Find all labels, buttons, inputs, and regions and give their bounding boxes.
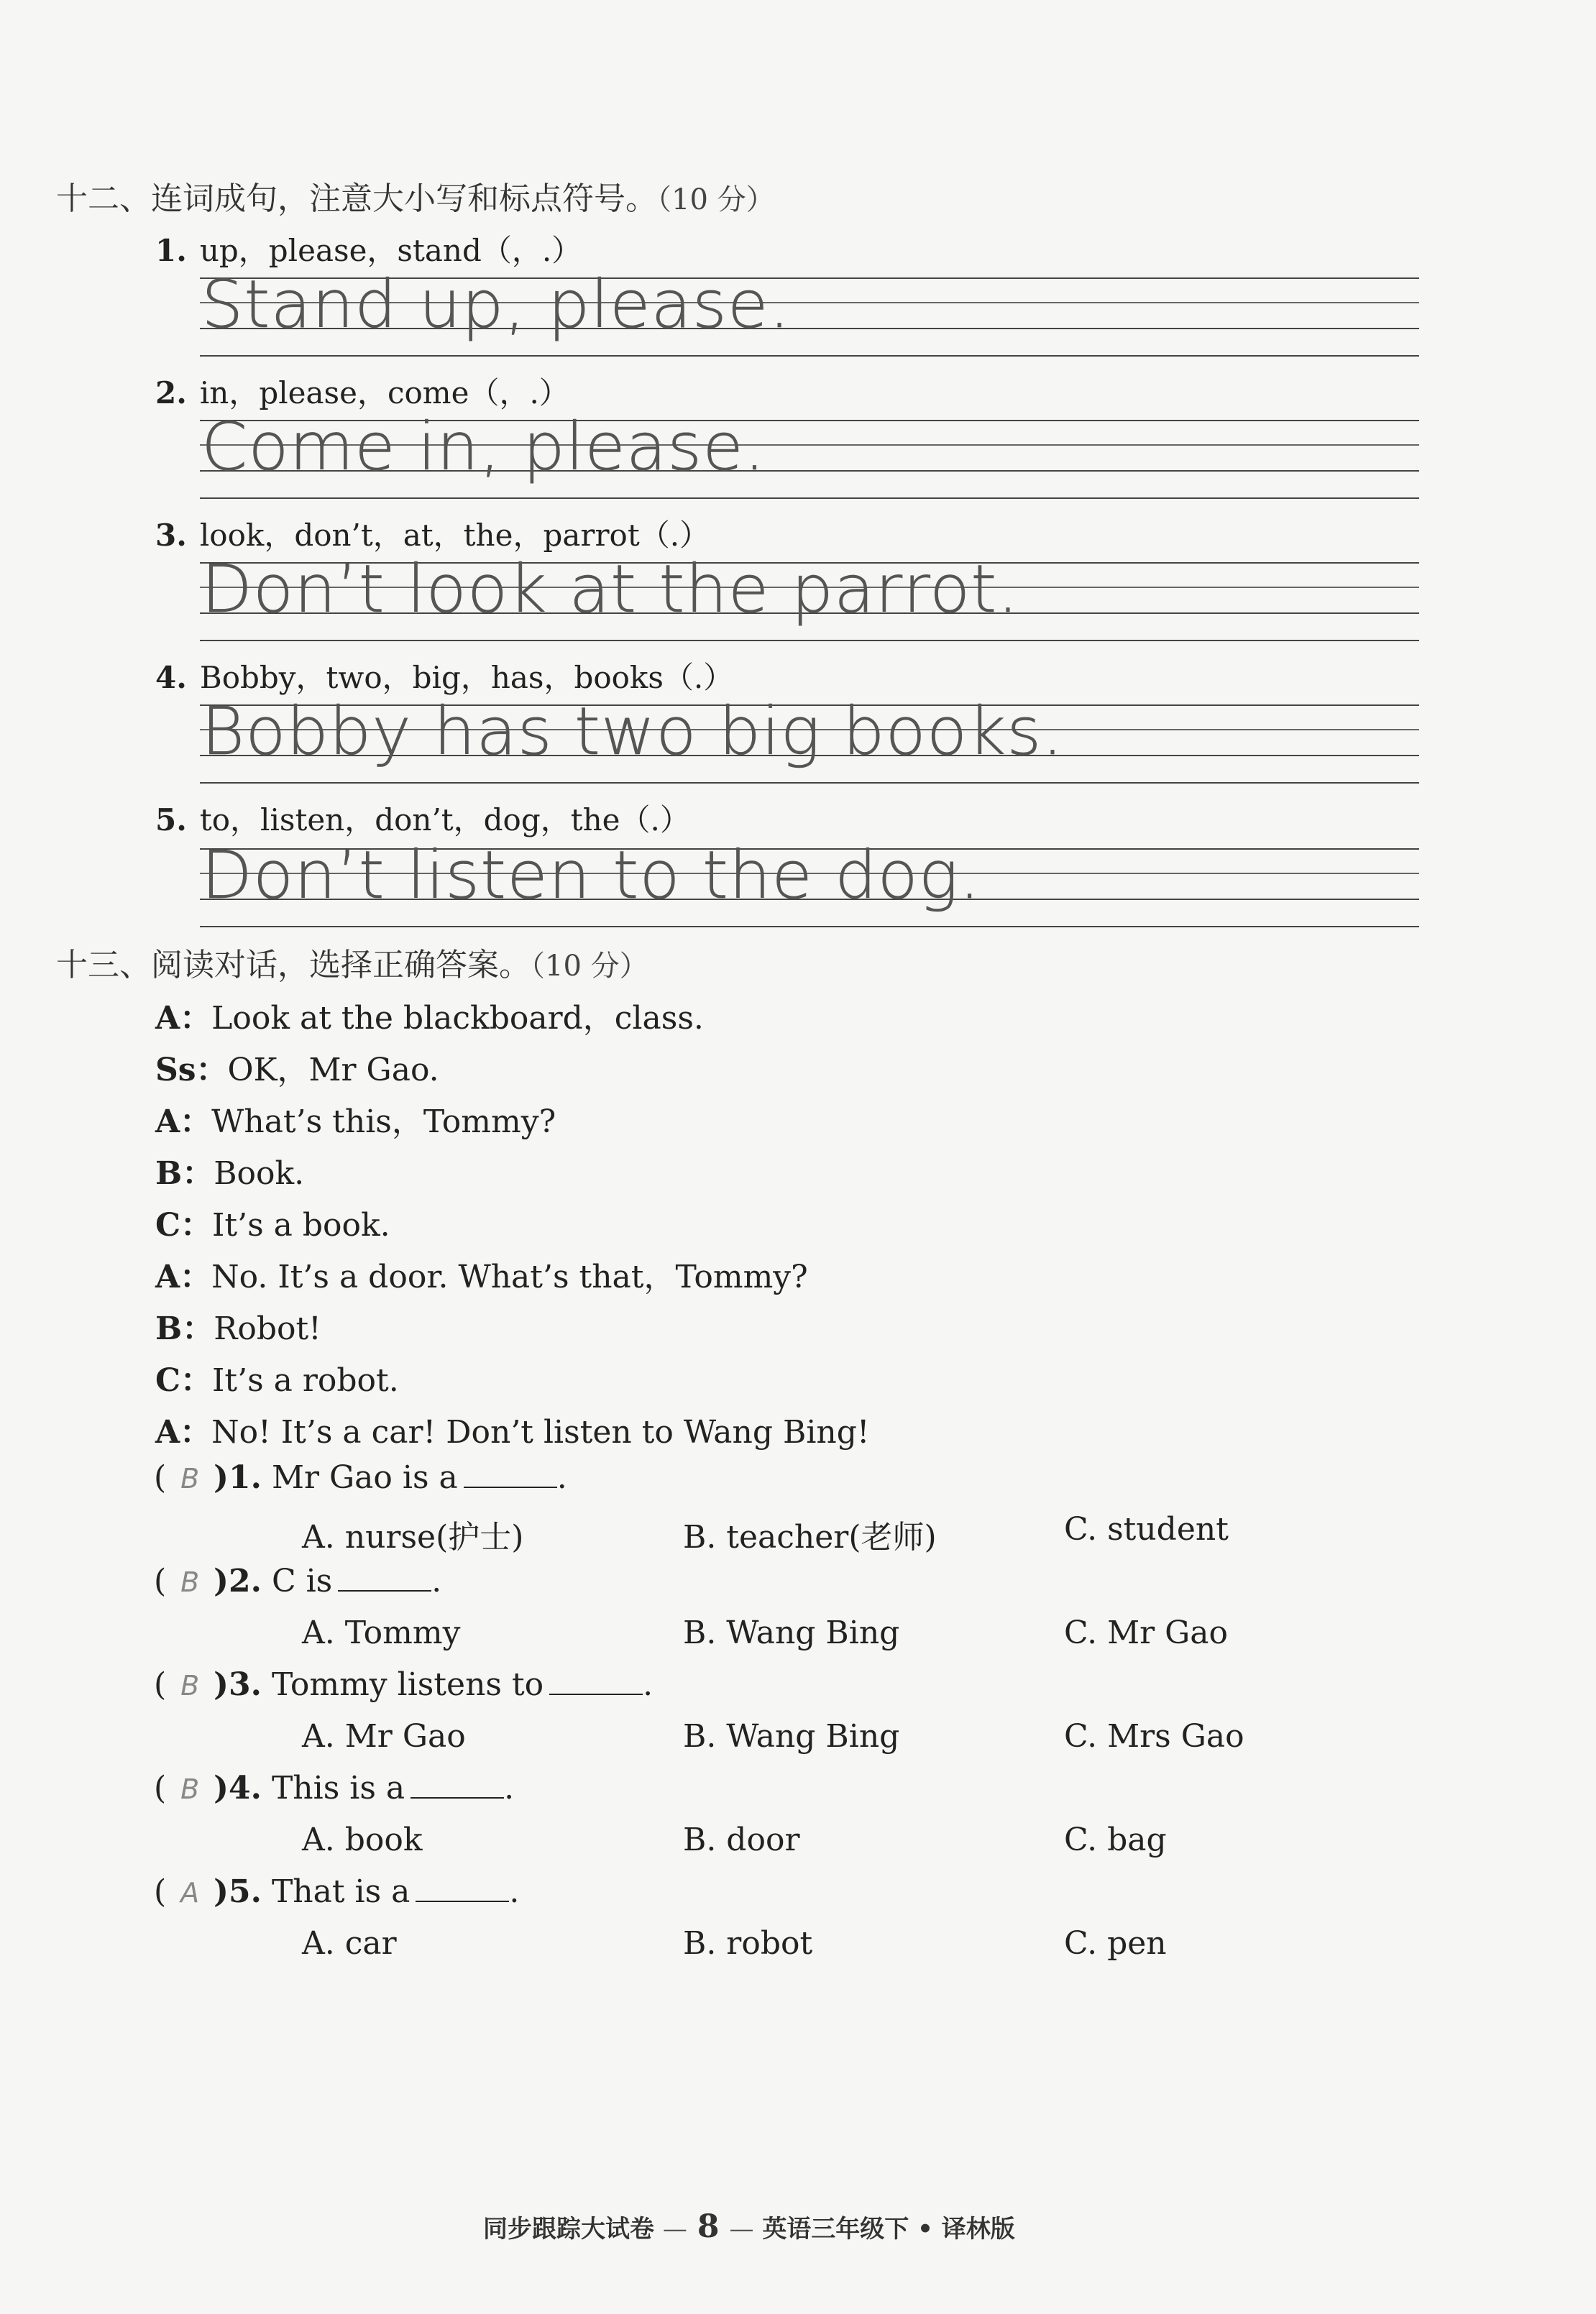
dialogue-line [155, 1096, 556, 1142]
option-a[interactable]: A. nurse(护士) [302, 1519, 524, 1556]
question-stem: Tommy listens to [271, 1666, 544, 1703]
question-words: up，please，stand（，.） [199, 233, 582, 268]
dialogue-text: Robot! [214, 1310, 321, 1347]
writing-lines-5[interactable] [200, 837, 1419, 935]
stem-end: . [431, 1563, 442, 1599]
reorder-question-4 [155, 654, 733, 697]
dialogue-text: OK，Mr Gao. [227, 1052, 439, 1088]
handwritten-answer: Come in, please. [201, 408, 766, 485]
question-words: in，please，come（，.） [199, 375, 569, 410]
stem-end: . [643, 1666, 653, 1703]
section-12-title [56, 173, 775, 219]
speaker: C： [155, 1207, 213, 1244]
question-number: 4. [155, 660, 187, 695]
option-b[interactable]: B. Wang Bing [683, 1718, 900, 1755]
answer-mark[interactable]: B [180, 1463, 200, 1495]
option-a[interactable]: A. car [302, 1925, 397, 1962]
question-number: 5. [155, 802, 187, 837]
stem-end: . [556, 1459, 567, 1496]
writing-rule [200, 782, 1419, 784]
page-number: 8 [697, 2208, 720, 2245]
speaker: A： [155, 1414, 212, 1451]
reorder-question-1 [155, 227, 582, 270]
question-stem: C is [271, 1563, 333, 1599]
writing-rule [200, 926, 1419, 927]
reorder-question-2 [155, 369, 569, 413]
writing-rule [200, 497, 1419, 499]
reorder-question-3 [155, 512, 710, 555]
dialogue-text: What’s this，Tommy? [211, 1103, 556, 1140]
choice-question-3 [154, 1666, 653, 1703]
answer-mark[interactable]: A [180, 1877, 200, 1909]
footer-dash: — [729, 2215, 754, 2244]
choice-question-4 [154, 1770, 514, 1806]
question-number: )2. [214, 1563, 262, 1599]
option-b[interactable]: B. teacher(老师) [683, 1519, 937, 1556]
dialogue-text: It’s a robot. [212, 1362, 399, 1399]
option-c[interactable]: C. Mr Gao [1064, 1615, 1229, 1651]
handwritten-answer: Don’t look at the parrot. [201, 551, 1019, 628]
writing-lines-3[interactable] [200, 551, 1419, 648]
writing-rule [200, 640, 1419, 641]
answer-blank[interactable] [411, 1771, 504, 1799]
question-number: 3. [155, 518, 187, 553]
footer-series-title: 同步跟踪大试卷 [483, 2215, 654, 2244]
question-words: to，listen，don’t，dog，the（.） [199, 802, 690, 837]
dialogue-line [155, 1303, 321, 1349]
speaker: C： [155, 1362, 213, 1399]
speaker: B： [155, 1310, 214, 1347]
choice-question-5 [154, 1873, 519, 1910]
speaker: A： [155, 1000, 212, 1037]
dialogue-line [155, 1199, 390, 1245]
option-c[interactable]: C. bag [1064, 1822, 1167, 1858]
answer-blank[interactable] [416, 1875, 509, 1902]
speaker: B： [155, 1155, 214, 1192]
writing-rule [200, 355, 1419, 357]
writing-lines-2[interactable] [200, 408, 1419, 506]
handwritten-answer: Bobby has two big books. [201, 693, 1064, 770]
reorder-question-5 [155, 796, 690, 840]
dialogue-line [155, 1147, 304, 1193]
paren-open: ( [154, 1666, 167, 1703]
footer-book-title: 英语三年级下 • 译林版 [762, 2215, 1015, 2244]
option-b[interactable]: B. robot [683, 1925, 813, 1962]
question-number: 2. [155, 375, 187, 410]
option-c[interactable]: C. Mrs Gao [1064, 1718, 1244, 1755]
option-c[interactable]: C. pen [1064, 1925, 1167, 1962]
section-12-points: （10 分） [657, 183, 775, 216]
dialogue-text: It’s a book. [212, 1207, 390, 1244]
option-a[interactable]: A. Tommy [302, 1615, 461, 1651]
writing-lines-1[interactable] [200, 266, 1419, 364]
footer-dash: — [662, 2215, 687, 2244]
question-number: 1. [155, 233, 187, 268]
page-footer [483, 2208, 1015, 2245]
paren-open: ( [154, 1459, 167, 1496]
answer-blank[interactable] [464, 1461, 557, 1488]
stem-end: . [509, 1873, 520, 1910]
answer-mark[interactable]: B [180, 1670, 200, 1702]
handwritten-answer: Don’t listen to the dog. [201, 837, 981, 914]
section-13-heading: 十三、阅读对话，选择正确答案。 [56, 947, 531, 983]
question-number: )4. [214, 1770, 262, 1806]
dialogue-text: Look at the blackboard，class. [211, 1000, 704, 1037]
dialogue-line [155, 1251, 808, 1297]
handwritten-answer: Stand up, please. [201, 266, 791, 343]
question-number: )1. [214, 1459, 262, 1496]
paren-open: ( [154, 1873, 167, 1910]
choice-question-1 [154, 1459, 567, 1496]
question-number: )3. [214, 1666, 262, 1703]
stem-end: . [504, 1770, 515, 1806]
option-c[interactable]: C. student [1064, 1511, 1229, 1548]
dialogue-text: No. It’s a door. What’s that，Tommy? [211, 1259, 808, 1295]
dialogue-text: Book. [214, 1155, 305, 1192]
dialogue-line [155, 992, 704, 1038]
question-stem: This is a [271, 1770, 405, 1806]
question-words: look，don’t，at，the，parrot（.） [199, 518, 710, 553]
question-stem: That is a [271, 1873, 411, 1910]
paren-open: ( [154, 1770, 167, 1806]
answer-mark[interactable]: B [180, 1566, 200, 1598]
dialogue-line [155, 1044, 439, 1090]
writing-lines-4[interactable] [200, 693, 1419, 791]
section-12-heading: 十二、连词成句，注意大小写和标点符号。 [56, 180, 657, 217]
question-stem: Mr Gao is a [271, 1459, 458, 1496]
option-a[interactable]: A. book [302, 1822, 423, 1858]
question-number: )5. [214, 1873, 262, 1910]
answer-blank[interactable] [338, 1564, 431, 1592]
dialogue-line [155, 1354, 399, 1400]
speaker: A： [155, 1103, 212, 1140]
question-words: Bobby，two，big，has，books（.） [199, 660, 734, 695]
paren-open: ( [154, 1563, 167, 1599]
option-b[interactable]: B. door [683, 1822, 800, 1858]
dialogue-text: No! It’s a car! Don’t listen to Wang Bing! [211, 1414, 870, 1451]
choice-question-2 [154, 1563, 441, 1599]
option-b[interactable]: B. Wang Bing [683, 1615, 900, 1651]
answer-blank[interactable] [549, 1668, 643, 1695]
speaker: Ss： [155, 1052, 228, 1088]
section-13-title [56, 939, 648, 985]
speaker: A： [155, 1259, 212, 1295]
section-13-points: （10 分） [531, 950, 648, 983]
dialogue-line [155, 1406, 870, 1452]
answer-mark[interactable]: B [180, 1773, 200, 1805]
option-a[interactable]: A. Mr Gao [302, 1718, 466, 1755]
